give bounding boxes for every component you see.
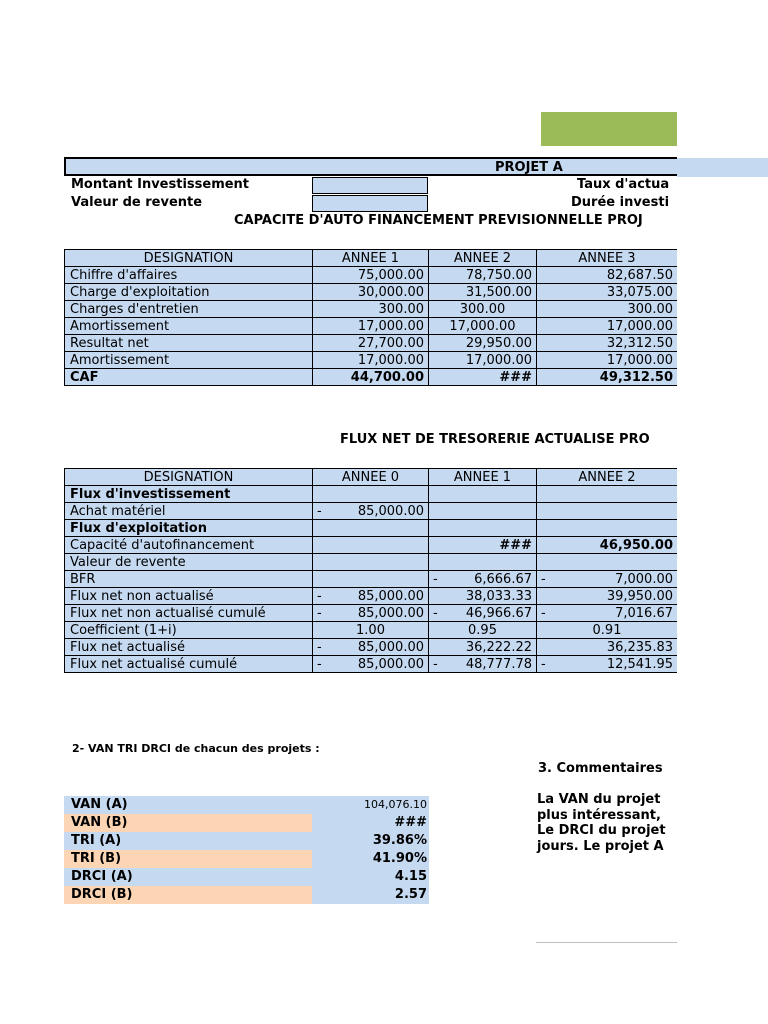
comments-title: 3. Commentaires — [538, 761, 663, 776]
negative-sign: - — [317, 588, 322, 604]
caf-cell[interactable]: 17,000.00 — [537, 318, 678, 335]
result-value: 39.86% — [312, 832, 429, 850]
caf-cell[interactable]: 78,750.00 — [429, 267, 537, 284]
flux-row — [65, 639, 678, 656]
flux-cell[interactable]: 0.91 — [537, 622, 678, 639]
flux-row-label: Achat matériel — [65, 503, 313, 520]
result-row — [64, 886, 429, 904]
flux-cell[interactable]: 36,222.22 — [429, 639, 537, 656]
caf-row-label[interactable]: Resultat net — [65, 335, 313, 352]
flux-row — [65, 554, 678, 571]
flux-cell[interactable]: 38,033.33 — [429, 588, 537, 605]
montant-input-cell[interactable] — [312, 177, 428, 194]
negative-sign: - — [433, 571, 438, 587]
flux-cell[interactable] — [537, 554, 678, 571]
flux-cell[interactable] — [429, 486, 537, 503]
cell-value: 6,666.67 — [474, 571, 532, 587]
flux-header-cell: ANNEE 0 — [313, 469, 429, 486]
caf-cell[interactable]: 17,000.00 — [429, 318, 537, 335]
result-row — [64, 868, 429, 886]
caf-row-label[interactable]: Chiffre d'affaires — [65, 267, 313, 284]
flux-cell[interactable]: 1.00 — [313, 622, 429, 639]
flux-cell[interactable]: 39,950.00 — [537, 588, 678, 605]
flux-cell[interactable]: 46,950.00 — [537, 537, 678, 554]
result-label: DRCI (B) — [64, 886, 312, 904]
flux-header-row — [65, 469, 678, 486]
caf-section-title: CAPACITE D'AUTO FINANCEMENT PREVISIONNELLE PROJ — [234, 213, 643, 228]
flux-cell[interactable] — [537, 656, 678, 673]
caf-cell[interactable]: ### — [429, 369, 537, 386]
flux-cell[interactable] — [429, 554, 537, 571]
caf-cell[interactable]: 30,000.00 — [313, 284, 429, 301]
flux-cell[interactable] — [429, 605, 537, 622]
caf-row — [65, 335, 678, 352]
flux-cell[interactable] — [537, 486, 678, 503]
cell-value: 7,000.00 — [615, 571, 673, 587]
montant-label: Montant Investissement — [71, 177, 250, 192]
caf-cell[interactable]: 27,700.00 — [313, 335, 429, 352]
flux-table — [64, 468, 677, 673]
negative-sign: - — [317, 503, 322, 519]
taux-label: Taux d'actua — [577, 177, 670, 192]
comment-line: Le DRCI du projet — [537, 823, 666, 838]
flux-row — [65, 571, 678, 588]
flux-cell[interactable] — [313, 588, 429, 605]
flux-row — [65, 605, 678, 622]
result-label: TRI (B) — [64, 850, 312, 868]
duree-label: Durée investi — [571, 195, 670, 210]
flux-row — [65, 656, 678, 673]
flux-cell[interactable] — [313, 503, 429, 520]
caf-row — [65, 301, 678, 318]
caf-cell[interactable]: 49,312.50 — [537, 369, 678, 386]
flux-cell[interactable] — [537, 605, 678, 622]
caf-header-cell: ANNEE 1 — [313, 250, 429, 267]
result-value: 41.90% — [312, 850, 429, 868]
caf-row-label[interactable]: Amortissement — [65, 318, 313, 335]
caf-cell[interactable]: 33,075.00 — [537, 284, 678, 301]
caf-row — [65, 352, 678, 369]
caf-cell[interactable]: 44,700.00 — [313, 369, 429, 386]
flux-cell[interactable]: 36,235.83 — [537, 639, 678, 656]
flux-cell[interactable] — [313, 520, 429, 537]
negative-sign: - — [433, 656, 438, 672]
flux-row — [65, 537, 678, 554]
negative-sign: - — [317, 656, 322, 672]
flux-row-label: Flux net non actualisé — [65, 588, 313, 605]
cell-value: 85,000.00 — [357, 639, 424, 655]
comments-text — [537, 792, 666, 854]
result-row — [64, 796, 429, 814]
cell-value: 85,000.00 — [357, 605, 424, 621]
flux-row-label: Flux d'exploitation — [65, 520, 313, 537]
flux-cell[interactable] — [429, 503, 537, 520]
result-label: VAN (B) — [64, 814, 312, 832]
caf-cell[interactable]: 31,500.00 — [429, 284, 537, 301]
flux-cell[interactable] — [313, 656, 429, 673]
negative-sign: - — [433, 605, 438, 621]
flux-cell[interactable] — [313, 639, 429, 656]
project-title: PROJET A — [495, 160, 563, 175]
revente-label: Valeur de revente — [71, 195, 203, 210]
result-row — [64, 832, 429, 850]
caf-cell[interactable]: 300.00 — [313, 301, 429, 318]
cell-value: 48,777.78 — [465, 656, 532, 672]
result-label: TRI (A) — [64, 832, 312, 850]
flux-row — [65, 622, 678, 639]
negative-sign: - — [317, 639, 322, 655]
flux-header-cell: DESIGNATION — [65, 469, 313, 486]
comment-line: plus intéressant, — [537, 807, 661, 823]
negative-sign: - — [317, 605, 322, 621]
flux-cell[interactable] — [429, 520, 537, 537]
result-value: 2.57 — [312, 886, 429, 904]
cell-value: 7,016.67 — [615, 605, 673, 621]
result-row — [64, 850, 429, 868]
flux-row-label: Capacité d'autofinancement — [65, 537, 313, 554]
caf-cell[interactable]: 75,000.00 — [313, 267, 429, 284]
caf-header-cell: ANNEE 2 — [429, 250, 537, 267]
caf-table — [64, 249, 677, 386]
flux-cell[interactable] — [313, 571, 429, 588]
results-block — [64, 796, 429, 904]
flux-cell[interactable] — [537, 520, 678, 537]
green-header-cell — [541, 112, 677, 146]
cell-value: 46,966.67 — [465, 605, 532, 621]
caf-row — [65, 369, 678, 386]
flux-cell[interactable] — [537, 503, 678, 520]
negative-sign: - — [541, 571, 546, 587]
flux-header-cell: ANNEE 2 — [537, 469, 678, 486]
result-label: VAN (A) — [64, 796, 312, 814]
result-row — [64, 814, 429, 832]
flux-row-label: Valeur de revente — [65, 554, 313, 571]
caf-row-label[interactable]: Charge d'exploitation — [65, 284, 313, 301]
project-title-bar — [64, 157, 677, 176]
cell-value: 85,000.00 — [357, 503, 424, 519]
caf-cell[interactable]: 17,000.00 — [537, 352, 678, 369]
flux-row — [65, 486, 678, 503]
cell-value: 85,000.00 — [357, 588, 424, 604]
flux-row-label: Flux net non actualisé cumulé — [65, 605, 313, 622]
section2-title: 2- VAN TRI DRCI de chacun des projets : — [72, 742, 320, 755]
caf-header-cell: DESIGNATION — [65, 250, 313, 267]
flux-row-label: Coefficient (1+i) — [65, 622, 313, 639]
negative-sign: - — [541, 605, 546, 621]
comment-line: jours. Le projet A — [537, 838, 664, 854]
flux-cell[interactable] — [313, 486, 429, 503]
offscreen-header-strip — [677, 158, 768, 177]
negative-sign: - — [541, 656, 546, 672]
flux-cell[interactable] — [537, 571, 678, 588]
caf-row — [65, 284, 678, 301]
caf-row-label[interactable]: CAF — [65, 369, 313, 386]
caf-cell[interactable]: 82,687.50 — [537, 267, 678, 284]
caf-cell[interactable]: 17,000.00 — [313, 352, 429, 369]
flux-row-label: Flux d'investissement — [65, 486, 313, 503]
result-label: DRCI (A) — [64, 868, 312, 886]
comment-line: La VAN du projet — [537, 792, 661, 807]
caf-cell[interactable]: 17,000.00 — [313, 318, 429, 335]
flux-row-label: Flux net actualisé — [65, 639, 313, 656]
flux-section-title: FLUX NET DE TRESORERIE ACTUALISE PRO — [340, 432, 650, 447]
result-value: 104,076.10 — [312, 796, 429, 814]
flux-header-cell: ANNEE 1 — [429, 469, 537, 486]
flux-row-label: Flux net actualisé cumulé — [65, 656, 313, 673]
flux-cell[interactable]: 0.95 — [429, 622, 537, 639]
flux-row — [65, 588, 678, 605]
caf-cell[interactable]: 17,000.00 — [429, 352, 537, 369]
flux-cell[interactable] — [313, 537, 429, 554]
flux-cell[interactable] — [429, 656, 537, 673]
cell-value: 12,541.95 — [606, 656, 673, 672]
caf-row — [65, 267, 678, 284]
divider-line — [536, 942, 677, 943]
flux-cell[interactable] — [313, 554, 429, 571]
caf-header-cell: ANNEE 3 — [537, 250, 678, 267]
flux-row — [65, 520, 678, 537]
flux-cell[interactable]: ### — [429, 537, 537, 554]
flux-row-label: BFR — [65, 571, 313, 588]
result-value: 4.15 — [312, 868, 429, 886]
caf-cell[interactable]: 300.00 — [537, 301, 678, 318]
flux-cell[interactable] — [313, 605, 429, 622]
result-value: ### — [312, 814, 429, 832]
caf-cell[interactable]: 29,950.00 — [429, 335, 537, 352]
flux-row — [65, 503, 678, 520]
cell-value: 85,000.00 — [357, 656, 424, 672]
caf-row-label[interactable]: Amortissement — [65, 352, 313, 369]
revente-input-cell[interactable] — [312, 195, 428, 212]
caf-row-label[interactable]: Charges d'entretien — [65, 301, 313, 318]
caf-cell[interactable]: 300.00 — [429, 301, 537, 318]
caf-row — [65, 318, 678, 335]
caf-header-row — [65, 250, 678, 267]
flux-cell[interactable] — [429, 571, 537, 588]
caf-cell[interactable]: 32,312.50 — [537, 335, 678, 352]
